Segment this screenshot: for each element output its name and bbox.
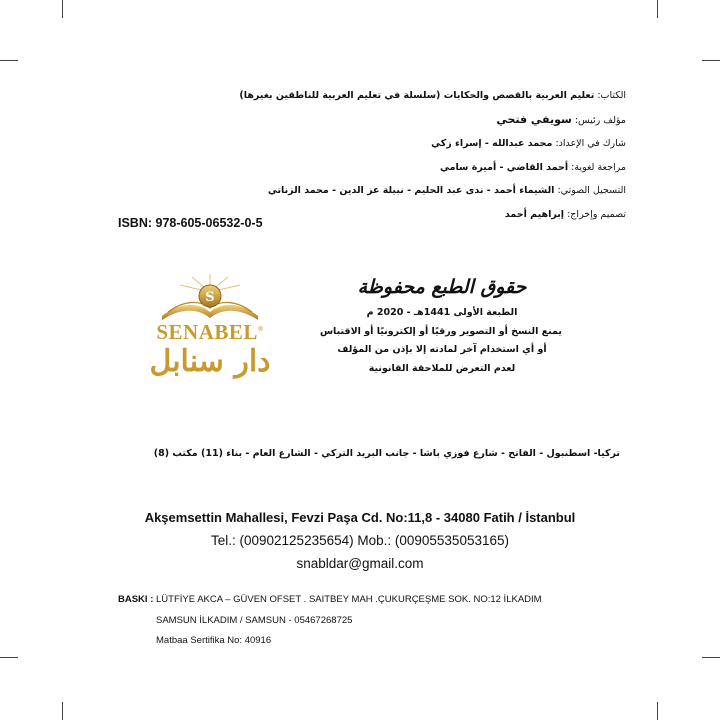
crop-mark-top-right xyxy=(657,0,658,18)
crop-mark-right-top xyxy=(702,60,720,61)
copyright-line: يمنع النسخ أو التصوير ورقيًا أو إلكترونيًا أو الاقتباس xyxy=(319,325,562,337)
credit-contributors: شارك في الإعداد: محمد عبدالله - إسراء زكي xyxy=(431,138,626,150)
copyright-block xyxy=(319,276,562,378)
credits-block xyxy=(106,84,626,227)
crop-mark-top-left xyxy=(62,0,63,18)
crop-mark-left-top xyxy=(0,60,18,61)
logo-wordmark: SENABEL® xyxy=(156,320,264,344)
isbn: ISBN: 978-605-06532-0-5 xyxy=(118,216,263,230)
credit-design: تصميم وإخراج: إبراهيم أحمد xyxy=(504,208,626,220)
copyright-title: حقوق الطبع محفوظة xyxy=(357,276,527,298)
credit-author: مؤلف رئيس: سويفي فتحي xyxy=(496,112,626,126)
printer-line-2: SAMSUN İLKADIM / SAMSUN - 05467268725 xyxy=(156,614,353,626)
credit-review: مراجعة لغوية: أحمد القاضي - أميرة سامي xyxy=(440,161,626,173)
copyright-line: أو أي استخدام آخر لمادته إلا بإذن من المؤلف xyxy=(337,344,547,355)
open-book-icon xyxy=(140,272,280,324)
crop-mark-right-bottom xyxy=(702,657,720,658)
logo-arabic: دار سنابل xyxy=(149,344,271,379)
email-line: snabldar@gmail.com xyxy=(296,556,424,571)
svg-text:S: S xyxy=(205,290,215,305)
edition-line: الطبعة الأولى 1441هـ - 2020 م xyxy=(366,307,518,318)
printer-certificate: Matbaa Sertifika No: 40916 xyxy=(156,635,272,646)
crop-mark-left-bottom xyxy=(0,657,18,658)
crop-mark-bottom-left xyxy=(62,702,63,720)
phone-line: Tel.: (00902125235654) Mob.: (00905535053165) xyxy=(211,533,509,548)
credit-audio: التسجيل الصوتي: الشيماء أحمد - ندى عبد الحليم - نبيلة عز الدين - محمد الزناتي xyxy=(267,185,626,197)
printer-line-1: BASKI : LÜTFİYE AKCA – GÜVEN OFSET . SAITBEY MAH .ÇUKURÇEŞME SOK. NO:12 İLKADIM xyxy=(118,594,542,605)
crop-mark-bottom-right xyxy=(657,702,658,720)
credit-book: الكتاب: تعليم العربية بالقصص والحكايات (سلسلة في تعليم العربية للناطقين بغيرها) xyxy=(239,90,626,101)
publisher-logo xyxy=(140,272,280,402)
copyright-line: لعدم التعرض للملاحقة القانونية xyxy=(368,362,516,374)
printer-info xyxy=(118,590,542,652)
address-line: Akşemsettin Mahallesi, Fevzi Paşa Cd. No:11,8 - 34080 Fatih / İstanbul xyxy=(144,510,576,525)
arabic-address: تركيا- اسطنبول - الفاتح - شارع فوزي باشا - جانب البريد التركي - الشارع العام - بناء (11) مكتب (8) xyxy=(153,448,620,459)
